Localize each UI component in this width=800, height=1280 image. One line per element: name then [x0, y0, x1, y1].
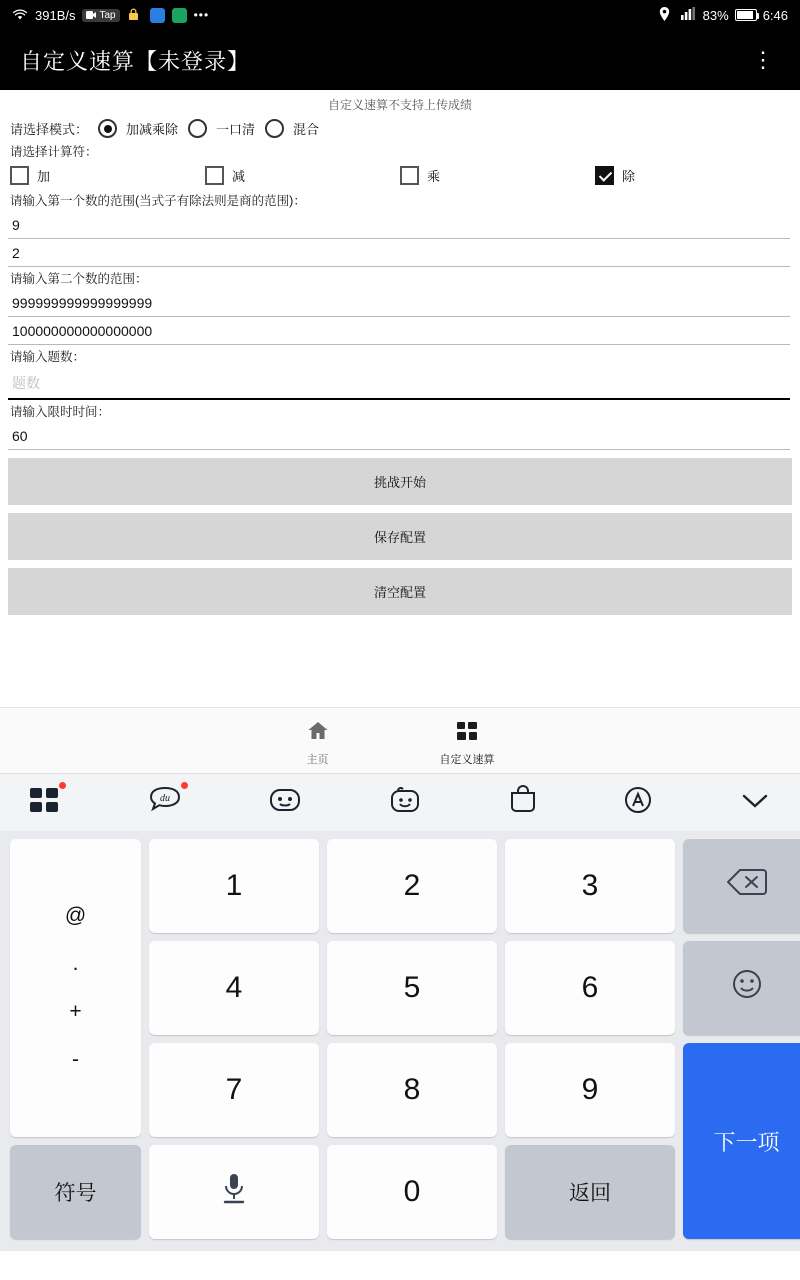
voice-assistant-icon[interactable] [622, 785, 654, 820]
radio-icon[interactable] [98, 119, 117, 138]
key-7[interactable]: 7 [149, 1043, 319, 1137]
key-symbols-column[interactable] [10, 839, 141, 1137]
bottom-navigation [0, 707, 800, 773]
save-config-button[interactable]: 保存配置 [8, 513, 792, 560]
first-range-label: 请输入第一个数的范围(当式子有除法则是商的范围)： [10, 194, 306, 208]
mode-row [4, 117, 796, 140]
key-dot[interactable]: . [72, 952, 79, 975]
key-6[interactable]: 6 [505, 941, 675, 1035]
sticker-icon[interactable] [387, 785, 423, 820]
clock: 6:46 [762, 7, 788, 23]
key-next[interactable]: 下一项 [683, 1043, 800, 1239]
operator-option-add[interactable] [10, 166, 205, 185]
operator-checkbox-row [4, 162, 796, 189]
operator-option-sub-label: 减 [232, 169, 246, 184]
battery-icon [735, 9, 757, 21]
mode-option-1[interactable] [178, 119, 255, 138]
key-minus[interactable]: - [72, 1048, 79, 1071]
location-icon [659, 7, 675, 23]
clear-config-button[interactable]: 清空配置 [8, 568, 792, 615]
checkbox-icon[interactable] [595, 166, 614, 185]
key-0[interactable]: 0 [327, 1145, 497, 1239]
key-at[interactable]: @ [64, 904, 87, 927]
operator-option-div-label: 除 [622, 169, 636, 184]
checkbox-icon[interactable] [400, 166, 419, 185]
radio-icon[interactable] [188, 119, 207, 138]
clipboard-icon[interactable] [507, 785, 539, 820]
numeric-keyboard [0, 831, 800, 1251]
key-8[interactable]: 8 [327, 1043, 497, 1137]
operator-option-mul[interactable] [400, 166, 595, 185]
operator-label: 请选择计算符： [10, 145, 98, 159]
signal-icon [681, 7, 697, 23]
backspace-icon [727, 868, 767, 904]
network-speed: 391B/s [35, 7, 76, 23]
status-bar [0, 0, 800, 30]
status-bar-right [659, 7, 788, 23]
nav-item-custom-calc[interactable] [440, 719, 495, 767]
lock-icon [127, 7, 143, 23]
nav-item-home-label: 主页 [306, 754, 329, 766]
smiley-icon [730, 967, 764, 1009]
mic-icon [217, 1170, 251, 1214]
nav-item-custom-calc-label: 自定义速算 [439, 754, 495, 766]
emoji-face-icon[interactable] [267, 785, 303, 820]
mode-option-1-label: 一口清 [216, 122, 256, 137]
count-input[interactable]: 题数 [8, 367, 790, 400]
home-icon [306, 719, 330, 748]
checkbox-icon[interactable] [10, 166, 29, 185]
overflow-menu-button[interactable]: ⋮ [752, 47, 774, 72]
mode-option-2-label: 混合 [293, 122, 320, 137]
key-backspace[interactable] [683, 839, 800, 933]
operator-option-sub[interactable] [205, 166, 400, 185]
page-title: 自定义速算【未登录】 [20, 48, 251, 74]
app-icon-blue [150, 8, 165, 23]
first-range-min-input[interactable]: 9 [8, 211, 790, 239]
svg-text:du: du [159, 793, 170, 804]
mode-option-2[interactable] [255, 119, 319, 138]
status-bar-left [12, 7, 209, 23]
app-icon-green [172, 8, 187, 23]
mode-option-0[interactable] [88, 119, 178, 138]
key-1[interactable]: 1 [149, 839, 319, 933]
operator-option-mul-label: 乘 [427, 169, 441, 184]
wifi-icon [12, 7, 28, 23]
key-plus[interactable]: + [69, 1000, 82, 1023]
operator-option-add-label: 加 [37, 169, 51, 184]
time-label: 请输入限时时间： [10, 405, 111, 419]
form-content [0, 90, 800, 707]
mode-label: 请选择模式： [10, 122, 89, 137]
key-space[interactable] [149, 1145, 319, 1239]
app-bar [0, 30, 800, 90]
tap-badge-label: Tap [99, 9, 116, 21]
nav-item-home[interactable] [306, 719, 330, 767]
key-back[interactable]: 返回 [505, 1145, 675, 1239]
key-9[interactable]: 9 [505, 1043, 675, 1137]
time-input[interactable]: 60 [8, 422, 790, 450]
radio-icon[interactable] [265, 119, 284, 138]
collapse-chevron-icon[interactable] [738, 785, 772, 820]
battery-percent: 83% [702, 7, 729, 23]
more-icon: ••• [193, 8, 210, 22]
apps-grid-icon[interactable] [28, 785, 62, 820]
key-emoji[interactable] [683, 941, 800, 1035]
mode-option-0-label: 加减乘除 [126, 122, 179, 137]
key-2[interactable]: 2 [327, 839, 497, 933]
second-range-max-input[interactable]: 100000000000000000 [8, 317, 790, 345]
key-4[interactable]: 4 [149, 941, 319, 1035]
tap-badge [82, 9, 119, 22]
operator-option-div[interactable] [595, 166, 790, 185]
key-symbol-switch[interactable]: 符号 [10, 1145, 141, 1239]
checkbox-icon[interactable] [205, 166, 224, 185]
key-3[interactable]: 3 [505, 839, 675, 933]
second-range-label: 请输入第二个数的范围： [10, 272, 148, 286]
start-challenge-button[interactable]: 挑战开始 [8, 458, 792, 505]
grid-icon [455, 719, 479, 748]
key-5[interactable]: 5 [327, 941, 497, 1035]
ime-toolbar [0, 773, 800, 831]
notice-text: 自定义速算不支持上传成绩 [4, 90, 796, 117]
first-range-max-input[interactable]: 2 [8, 239, 790, 267]
doutu-icon[interactable] [146, 785, 184, 820]
second-range-min-input[interactable]: 999999999999999999 [8, 289, 790, 317]
count-label: 请输入题数： [10, 350, 86, 364]
